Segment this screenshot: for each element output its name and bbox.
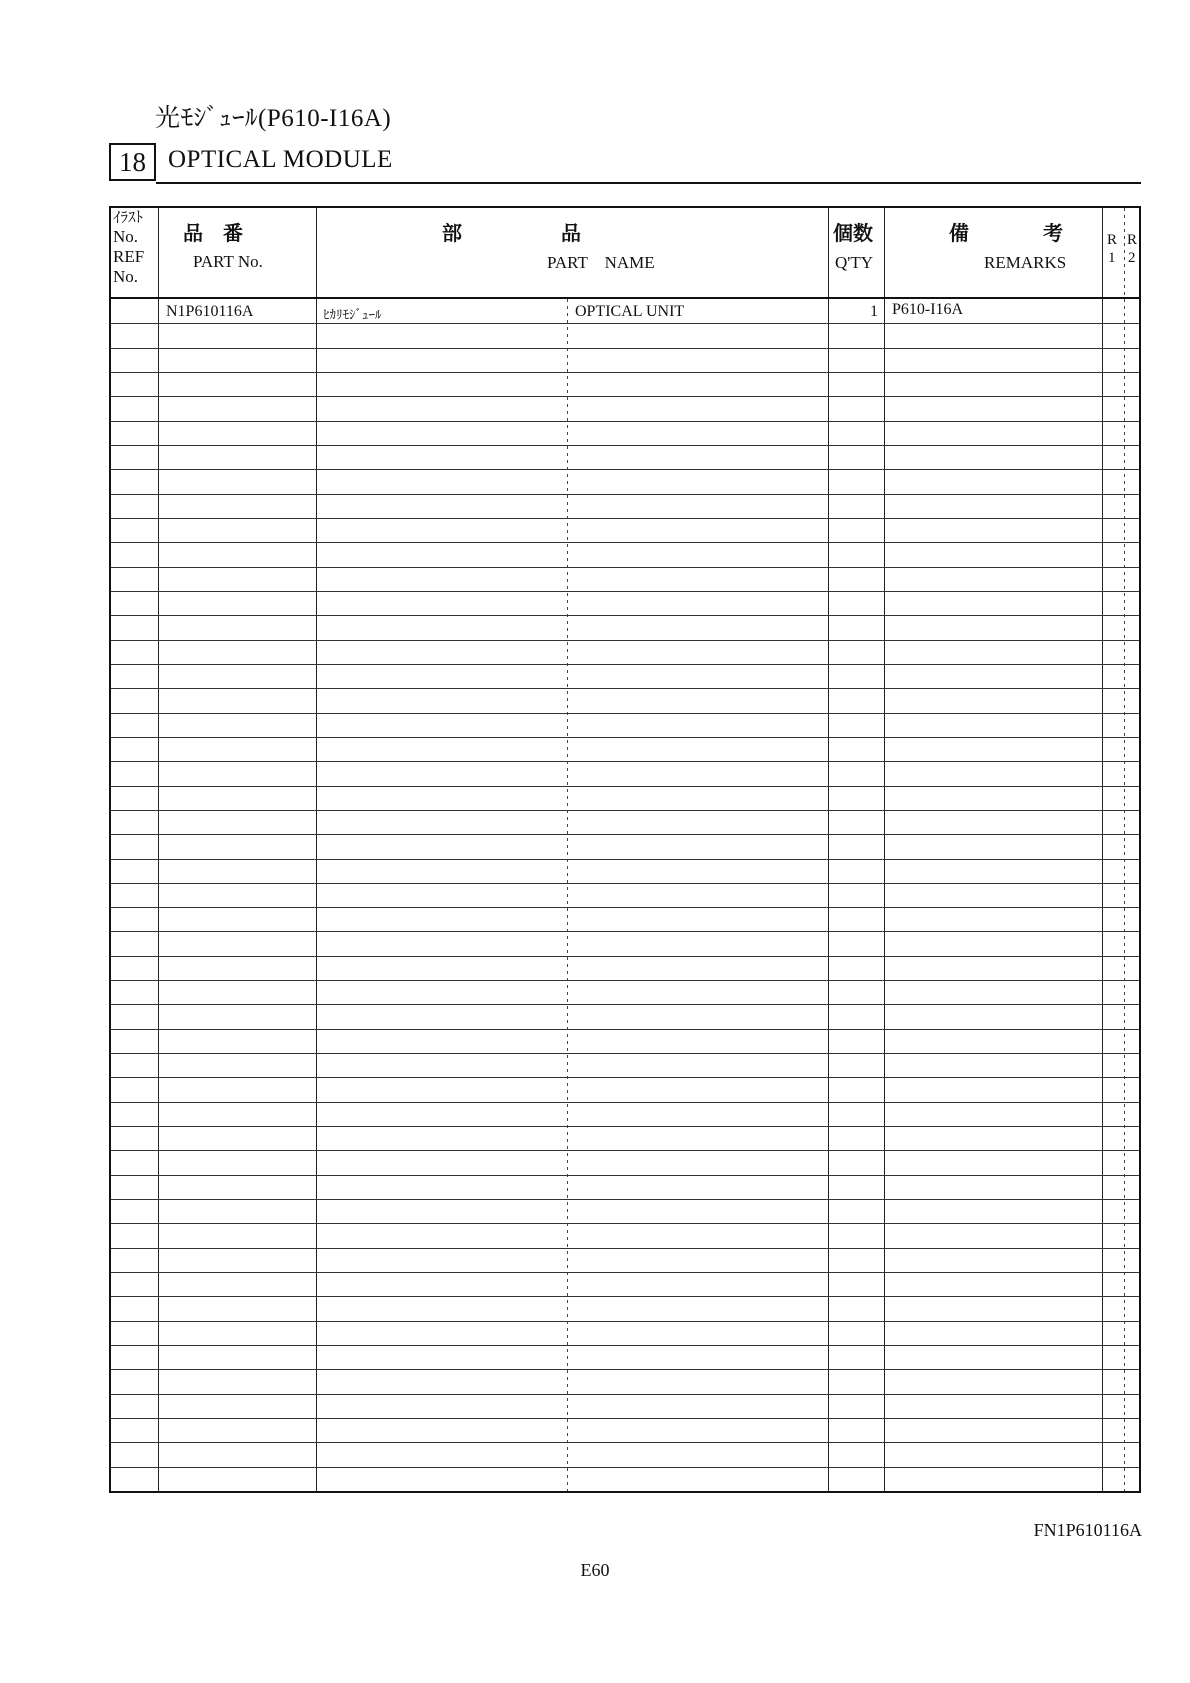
row-line <box>111 640 1139 641</box>
document-code: FN1P610116A <box>1033 1520 1142 1540</box>
col-divider <box>158 208 159 1491</box>
row-line <box>111 859 1139 860</box>
row-line <box>111 615 1139 616</box>
row-line <box>111 761 1139 762</box>
row-line <box>111 688 1139 689</box>
section-number: 18 <box>109 143 156 181</box>
row-line <box>111 1175 1139 1176</box>
header-ref-jp: ｲﾗｽﾄ <box>113 210 144 226</box>
row-line <box>111 396 1139 397</box>
row-line <box>111 737 1139 738</box>
row-line <box>111 1345 1139 1346</box>
col-divider <box>828 208 829 1491</box>
english-title: OPTICAL MODULE <box>168 146 393 173</box>
header-part-no-en: PART No. <box>193 252 263 271</box>
row-line <box>111 980 1139 981</box>
row-1-qty: 1 <box>870 303 878 320</box>
row-line <box>111 1004 1139 1005</box>
header-rule <box>111 297 1139 299</box>
header-r1-letter: R <box>1107 232 1118 248</box>
col-divider <box>567 299 568 1491</box>
row-line <box>111 1199 1139 1200</box>
header-part-name-jp-2: 品 <box>561 221 581 245</box>
row-line <box>111 834 1139 835</box>
header-remarks-en: REMARKS <box>984 253 1067 272</box>
row-line <box>111 1321 1139 1322</box>
row-line <box>111 323 1139 324</box>
parts-table <box>109 206 1141 1493</box>
row-1-name-jp: ﾋｶﾘﾓｼﾞｭｰﾙ <box>323 307 382 322</box>
header-part-name-jp-1: 部 <box>442 221 462 245</box>
col-divider <box>1124 208 1125 1491</box>
header-r2-letter: R <box>1127 232 1138 248</box>
row-line <box>111 1296 1139 1297</box>
row-line <box>111 1369 1139 1370</box>
row-line <box>111 494 1139 495</box>
row-line <box>111 1029 1139 1030</box>
row-line <box>111 1418 1139 1419</box>
row-line <box>111 1077 1139 1078</box>
row-line <box>111 664 1139 665</box>
row-1-part-no: N1P610116A <box>166 303 254 320</box>
row-line <box>111 1394 1139 1395</box>
row-line <box>111 713 1139 714</box>
row-1-remarks: P610-I16A <box>892 301 964 318</box>
header-remarks-jp-1: 備 <box>949 221 969 245</box>
row-line <box>111 931 1139 932</box>
title-underline <box>156 182 1141 184</box>
header-ref-en: REF <box>113 247 145 266</box>
row-line <box>111 1467 1139 1468</box>
header-part-no-jp: 品 番 <box>183 221 243 245</box>
row-line <box>111 1102 1139 1103</box>
header-ref-no: No. <box>113 227 139 246</box>
row-line <box>111 1126 1139 1127</box>
col-divider <box>884 208 885 1491</box>
header-qty-jp: 個数 <box>833 221 873 245</box>
header-r2-digit: 2 <box>1128 250 1136 266</box>
row-line <box>111 907 1139 908</box>
header-part-name-en: PART NAME <box>547 253 655 272</box>
header-ref-no2: No. <box>113 267 139 286</box>
row-line <box>111 956 1139 957</box>
row-line <box>111 421 1139 422</box>
row-line <box>111 1442 1139 1443</box>
row-line <box>111 348 1139 349</box>
japanese-title: 光ﾓｼﾞｭｰﾙ(P610-I16A) <box>155 105 392 132</box>
col-divider <box>1102 208 1103 1491</box>
row-1-name-en: OPTICAL UNIT <box>575 303 685 320</box>
page-number: E60 <box>580 1560 610 1580</box>
row-line <box>111 567 1139 568</box>
header-r1-digit: 1 <box>1108 250 1116 266</box>
row-line <box>111 786 1139 787</box>
row-line <box>111 518 1139 519</box>
row-line <box>111 542 1139 543</box>
row-line <box>111 810 1139 811</box>
row-line <box>111 1053 1139 1054</box>
row-line <box>111 1272 1139 1273</box>
header-qty-en: Q'TY <box>835 253 874 272</box>
row-line <box>111 591 1139 592</box>
row-line <box>111 1248 1139 1249</box>
row-line <box>111 1223 1139 1224</box>
row-line <box>111 469 1139 470</box>
col-divider <box>316 208 317 1491</box>
row-line <box>111 445 1139 446</box>
row-line <box>111 883 1139 884</box>
row-line <box>111 372 1139 373</box>
header-remarks-jp-2: 考 <box>1043 221 1063 245</box>
row-line <box>111 1150 1139 1151</box>
